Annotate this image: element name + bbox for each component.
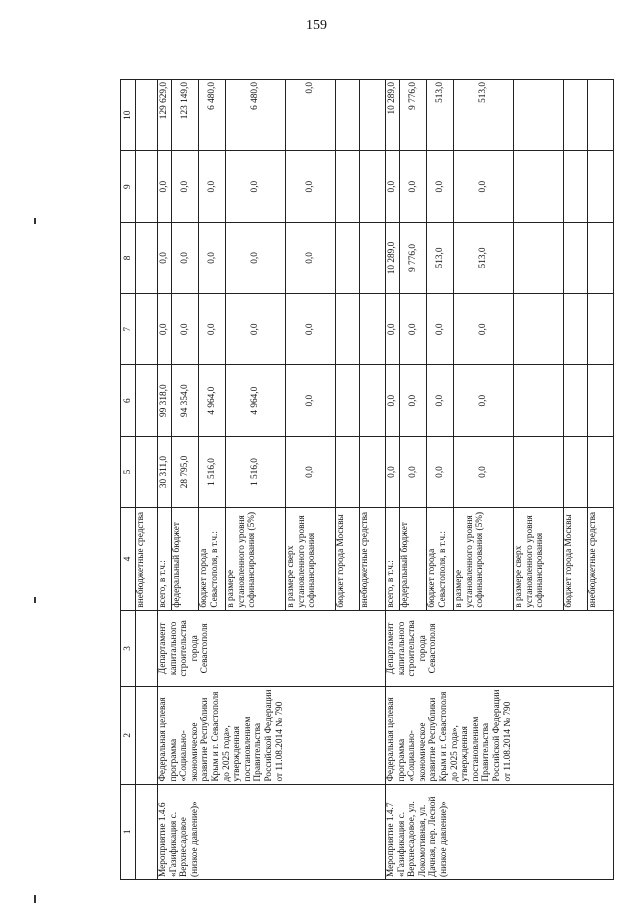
value-cell bbox=[336, 365, 360, 436]
source-cell: внебюджетные средства bbox=[588, 508, 614, 611]
table-row bbox=[386, 80, 400, 880]
value-cell: 0,0 bbox=[286, 436, 336, 507]
value-cell: 0,0 bbox=[172, 151, 199, 222]
value-cell: 0,0 bbox=[158, 222, 172, 293]
value-cell: 0,0 bbox=[286, 365, 336, 436]
scan-mark bbox=[34, 597, 36, 603]
value-cell bbox=[360, 436, 386, 507]
empty-cell bbox=[136, 687, 158, 784]
continuation-row bbox=[136, 80, 158, 880]
value-cell bbox=[336, 294, 360, 365]
value-cell bbox=[336, 151, 360, 222]
value-cell: 0,0 bbox=[158, 151, 172, 222]
value-cell bbox=[514, 80, 564, 151]
budget-table-container bbox=[120, 79, 598, 880]
header-cell: 3 bbox=[121, 610, 136, 686]
source-cell: федеральный бюджет bbox=[172, 508, 199, 611]
value-cell bbox=[514, 222, 564, 293]
empty-cell bbox=[136, 365, 158, 436]
value-cell: 0,0 bbox=[454, 436, 514, 507]
header-cell: 5 bbox=[121, 436, 136, 507]
scan-mark bbox=[34, 218, 36, 224]
value-cell: 0,0 bbox=[427, 365, 454, 436]
value-cell bbox=[514, 151, 564, 222]
header-cell: 6 bbox=[121, 365, 136, 436]
source-cell: всего, в т.ч.: bbox=[386, 508, 400, 611]
empty-cell bbox=[136, 294, 158, 365]
value-cell bbox=[564, 294, 588, 365]
value-cell: 0,0 bbox=[454, 151, 514, 222]
value-cell bbox=[564, 151, 588, 222]
value-cell: 9 776,0 bbox=[400, 80, 427, 151]
value-cell: 6 480,0 bbox=[199, 80, 226, 151]
value-cell bbox=[588, 365, 614, 436]
source-cell: в размере сверх установленного уровня софинансирования bbox=[514, 508, 564, 611]
header-cell: 4 bbox=[121, 508, 136, 611]
value-cell: 0,0 bbox=[158, 294, 172, 365]
value-cell: 0,0 bbox=[386, 436, 400, 507]
value-cell bbox=[360, 365, 386, 436]
value-cell: 0,0 bbox=[286, 80, 336, 151]
value-cell: 0,0 bbox=[427, 151, 454, 222]
value-cell: 0,0 bbox=[172, 294, 199, 365]
value-cell: 0,0 bbox=[400, 294, 427, 365]
value-cell: 0,0 bbox=[454, 294, 514, 365]
value-cell: 0,0 bbox=[199, 294, 226, 365]
value-cell bbox=[514, 436, 564, 507]
source-cell: бюджет города Москвы bbox=[336, 508, 360, 611]
value-cell bbox=[336, 436, 360, 507]
value-cell bbox=[360, 151, 386, 222]
value-cell: 10 289,0 bbox=[386, 222, 400, 293]
empty-cell bbox=[136, 436, 158, 507]
source-cell: внебюджетные средства bbox=[360, 508, 386, 611]
value-cell: 0,0 bbox=[172, 222, 199, 293]
value-cell: 0,0 bbox=[286, 222, 336, 293]
page-number: 159 bbox=[306, 18, 327, 33]
value-cell: 0,0 bbox=[286, 294, 336, 365]
header-cell: 10 bbox=[121, 80, 136, 151]
empty-cell bbox=[136, 784, 158, 879]
value-cell: 0,0 bbox=[386, 151, 400, 222]
value-cell: 0,0 bbox=[386, 365, 400, 436]
value-cell: 94 354,0 bbox=[172, 365, 199, 436]
value-cell: 6 480,0 bbox=[226, 80, 286, 151]
value-cell: 28 795,0 bbox=[172, 436, 199, 507]
value-cell bbox=[514, 365, 564, 436]
rotated-table bbox=[120, 79, 598, 880]
value-cell bbox=[588, 222, 614, 293]
value-cell bbox=[360, 222, 386, 293]
value-cell: 1 516,0 bbox=[226, 436, 286, 507]
measure-title-cell: Мероприятие 1.4.6 «Газификация с. Верхнесадовое (низкое давление)» bbox=[158, 784, 386, 879]
source-cell: бюджет города Севастополя, в т.ч.: bbox=[427, 508, 454, 611]
header-cell: 1 bbox=[121, 784, 136, 879]
program-cell: Федеральная целевая программа «Социально-экономическое развитие Республики Крым и г. Севастополя до 2025 года», утвержденная постановлением Правительства Российской Федерации от 11.08.2014 № 790 bbox=[386, 687, 614, 784]
source-cell: бюджет города Севастополя, в т.ч.: bbox=[199, 508, 226, 611]
value-cell: 0,0 bbox=[427, 294, 454, 365]
value-cell bbox=[588, 80, 614, 151]
value-cell bbox=[564, 222, 588, 293]
value-cell: 99 318,0 bbox=[158, 365, 172, 436]
scan-mark bbox=[34, 895, 36, 903]
value-cell: 0,0 bbox=[199, 222, 226, 293]
value-cell bbox=[564, 365, 588, 436]
header-row bbox=[121, 80, 136, 880]
header-cell: 2 bbox=[121, 687, 136, 784]
value-cell: 513,0 bbox=[427, 222, 454, 293]
value-cell bbox=[336, 222, 360, 293]
value-cell: 0,0 bbox=[386, 294, 400, 365]
value-cell: 1 516,0 bbox=[199, 436, 226, 507]
source-cell: федеральный бюджет bbox=[400, 508, 427, 611]
value-cell: 0,0 bbox=[454, 365, 514, 436]
header-cell: 7 bbox=[121, 294, 136, 365]
value-cell: 4 964,0 bbox=[226, 365, 286, 436]
value-cell bbox=[360, 294, 386, 365]
value-cell bbox=[588, 294, 614, 365]
value-cell: 0,0 bbox=[400, 436, 427, 507]
source-cell: бюджет города Москвы bbox=[564, 508, 588, 611]
source-cell: внебюджетные средства bbox=[136, 508, 158, 611]
value-cell: 10 289,0 bbox=[386, 80, 400, 151]
value-cell: 0,0 bbox=[199, 151, 226, 222]
empty-cell bbox=[136, 610, 158, 686]
value-cell: 513,0 bbox=[454, 80, 514, 151]
executor-cell: Департамент капитального строительства города Севастополя bbox=[386, 610, 614, 686]
source-cell: всего, в т.ч.: bbox=[158, 508, 172, 611]
header-cell: 9 bbox=[121, 151, 136, 222]
value-cell: 0,0 bbox=[400, 151, 427, 222]
executor-cell: Департамент капитального строительства города Севастополя bbox=[158, 610, 386, 686]
value-cell: 4 964,0 bbox=[199, 365, 226, 436]
value-cell bbox=[588, 151, 614, 222]
value-cell: 30 311,0 bbox=[158, 436, 172, 507]
value-cell: 123 149,0 bbox=[172, 80, 199, 151]
value-cell bbox=[588, 436, 614, 507]
table-row bbox=[158, 80, 172, 880]
value-cell: 0,0 bbox=[226, 222, 286, 293]
value-cell bbox=[564, 80, 588, 151]
header-cell: 8 bbox=[121, 222, 136, 293]
value-cell: 0,0 bbox=[286, 151, 336, 222]
source-cell: в размере сверх установленного уровня софинансирования bbox=[286, 508, 336, 611]
value-cell: 9 776,0 bbox=[400, 222, 427, 293]
value-cell: 0,0 bbox=[427, 436, 454, 507]
value-cell bbox=[514, 294, 564, 365]
empty-cell bbox=[136, 222, 158, 293]
source-cell: в размере установленного уровня софинансирования (5%) bbox=[454, 508, 514, 611]
value-cell bbox=[336, 80, 360, 151]
value-cell bbox=[360, 80, 386, 151]
value-cell: 0,0 bbox=[226, 294, 286, 365]
value-cell: 513,0 bbox=[454, 222, 514, 293]
budget-table bbox=[120, 79, 614, 880]
measure-title-cell: Мероприятие 1.4.7 «Газификация с. Верхнесадовое, ул. Локомотивная, ул. Дачная, пер. Лесной (низкое давление)» bbox=[386, 784, 614, 879]
empty-cell bbox=[136, 80, 158, 151]
empty-cell bbox=[136, 151, 158, 222]
value-cell: 129 629,0 bbox=[158, 80, 172, 151]
program-cell: Федеральная целевая программа «Социально-экономическое развитие Республики Крым и г. Севастополя до 2025 года», утвержденная постановлением Правительства Российской Федерации от 11.08.2014 № 790 bbox=[158, 687, 386, 784]
value-cell: 0,0 bbox=[400, 365, 427, 436]
value-cell bbox=[564, 436, 588, 507]
value-cell: 513,0 bbox=[427, 80, 454, 151]
source-cell: в размере установленного уровня софинансирования (5%) bbox=[226, 508, 286, 611]
value-cell: 0,0 bbox=[226, 151, 286, 222]
